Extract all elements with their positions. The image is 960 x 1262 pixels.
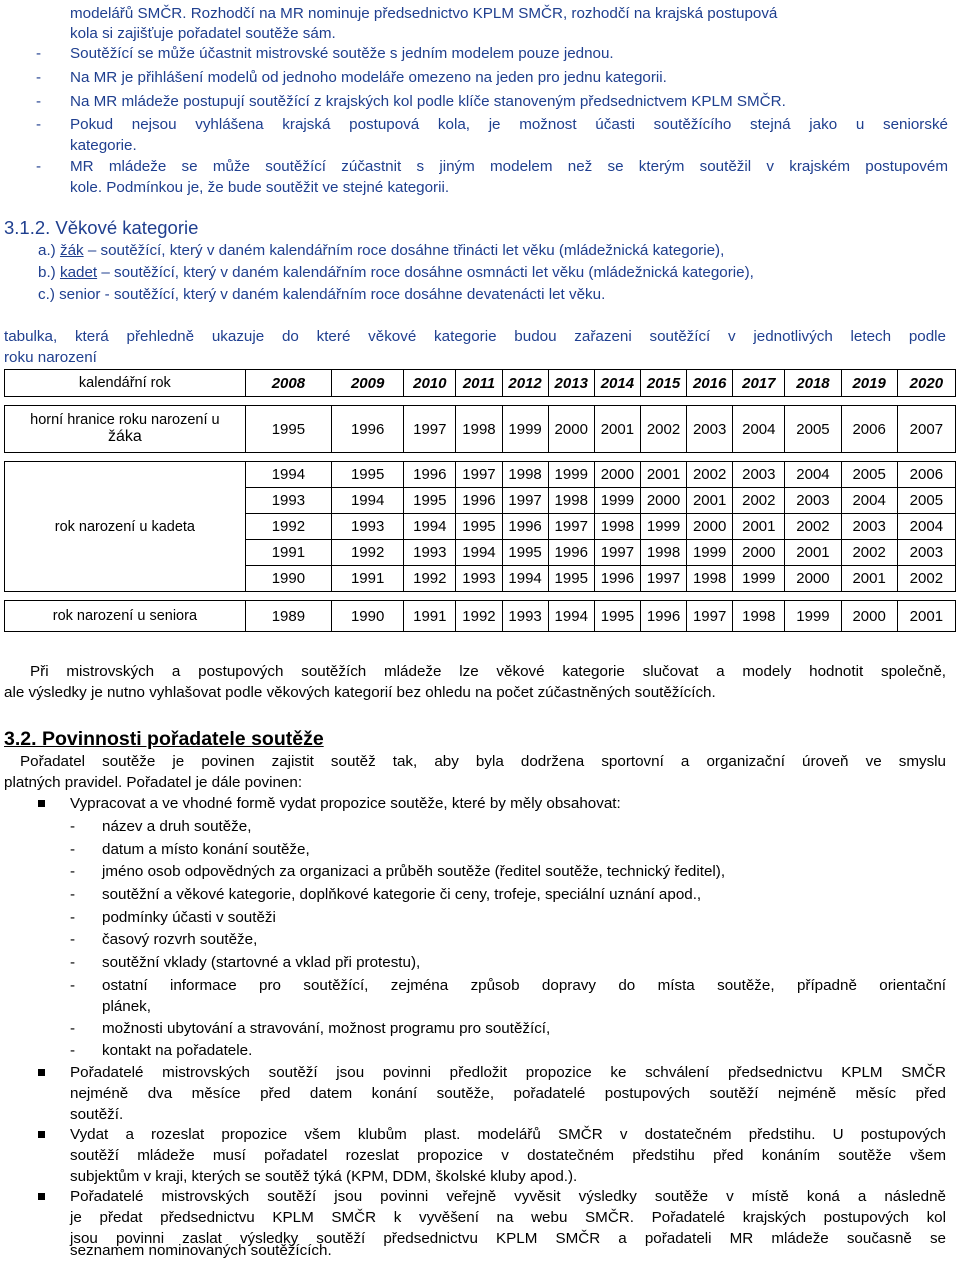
table-cell: 2002 [687,462,733,488]
table-cell: 1998 [687,566,733,592]
table-cell: 1993 [332,514,404,540]
table-cell: 1995 [502,540,548,566]
sub-item: kontakt na pořadatele. [102,1042,253,1059]
year-cell: 2020 [897,370,955,397]
table-cell: 2001 [785,540,841,566]
table-cell: 1999 [548,462,594,488]
dash-bullet: - [70,886,76,903]
table-cell: 1995 [594,601,640,632]
table-cell: 2000 [687,514,733,540]
table-cell: 1999 [594,488,640,514]
table-cell: 1999 [640,514,686,540]
table-cell: 1997 [502,488,548,514]
year-cell: 2013 [548,370,594,397]
table-cell: 2001 [594,406,640,453]
table-cell: 1992 [404,566,456,592]
table-cell: 2000 [594,462,640,488]
table-cell: 2003 [785,488,841,514]
sub-item: časový rozvrh soutěže, [102,931,258,948]
table-cell: 1996 [404,462,456,488]
table-cell: 1995 [456,514,502,540]
age-category-zak: a.) žák – soutěžící, který v daném kalendářním roce dosáhne třinácti let věku (mládežnická kategorie), [38,242,725,259]
sub-item: soutěžní vklady (startovné a vklad při protestu), [102,954,421,971]
table-cell: 1998 [733,601,785,632]
table-cell: 1994 [404,514,456,540]
year-cell: 2008 [245,370,331,397]
table-cell: 2005 [897,488,955,514]
table-cell: 1990 [332,601,404,632]
rule-item: kategorie. [70,137,137,154]
table-cell: 1991 [245,540,331,566]
table-cell: 2003 [733,462,785,488]
year-cell: 2012 [502,370,548,397]
table-spacer [5,453,956,462]
rule-item: Na MR je přihlášení modelů od jednoho modeláře omezeno na jeden pro jednu kategorii. [70,69,667,86]
bullet-item: subjektům v kraji, kterých se soutěž týká (KPM, DDM, školské kluby apod.). [70,1168,578,1185]
table-cell: 2000 [548,406,594,453]
row-label-kadet: rok narození u kadeta [5,462,246,592]
table-cell: 1995 [332,462,404,488]
table-cell: 1996 [332,406,404,453]
dash-bullet: - [70,841,76,858]
table-cell: 2005 [785,406,841,453]
table-cell: 2003 [687,406,733,453]
table-cell: 1997 [687,601,733,632]
table-cell: 1997 [456,462,502,488]
year-cell: 2019 [841,370,897,397]
table-cell: 1996 [548,540,594,566]
rule-item: kole. Podmínkou je, že bude soutěžit ve stejné kategorii. [70,179,450,196]
paragraph-line: platných pravidel. Pořadatel je dále povinen: [4,774,303,791]
sub-item: soutěžní a věkové kategorie, doplňkové kategorie či ceny, trofeje, speciální uznání apod., [102,886,702,903]
table-cell: 2003 [897,540,955,566]
paragraph-line: Pořadatel soutěže je povinen zajistit soutěž tak, aby byla dodržena sportovní a organizační úroveň ve smyslu [20,753,946,770]
table-row-kadet [5,462,956,488]
table-row-zak [5,406,956,453]
bullet-item: nejméně dva měsíce před datem konání soutěže, pořadatelé postupových soutěží nejméně měsíc před [70,1085,946,1102]
bullet-item: Vypracovat a ve vhodné formě vydat propozice soutěže, které by měly obsahovat: [70,795,621,812]
rule-item: Pokud nejsou vyhlášena krajská postupová kola, je možnost účasti soutěžícího stejná jako u seniorské [70,116,948,133]
table-cell: 1997 [548,514,594,540]
bullet-item: soutěží mládeže musí pořadatel rozeslat propozice v dostatečném předstihu před konáním soutěže všem [70,1147,946,1164]
dash-bullet: - [36,69,42,86]
dash-bullet: - [36,45,42,62]
dash-bullet: - [36,158,42,175]
sub-item: datum a místo konání soutěže, [102,841,310,858]
table-cell: 2007 [897,406,955,453]
year-cell: 2016 [687,370,733,397]
year-cell: 2009 [332,370,404,397]
table-cell: 2002 [785,514,841,540]
table-cell: 1996 [456,488,502,514]
rule-item: Na MR mládeže postupují soutěžící z krajských kol podle klíče stanoveným předsednictvem KPLM SMČR. [70,93,786,110]
table-spacer [5,397,956,406]
bullet-item: je předat předsednictvu KPLM SMČR k vyvěšení na webu SMČR. Pořadatelé krajských postupových kol [70,1209,946,1226]
table-cell: 2000 [640,488,686,514]
bullet-item: jsou povinni zaslat výsledky soutěží předsednictvu KPLM SMČR a pořadateli MR mládeže současně se [70,1230,946,1247]
dash-bullet: - [36,93,42,110]
dash-bullet: - [70,1020,76,1037]
table-cell: 1995 [404,488,456,514]
bullet-item: soutěží. [70,1106,124,1123]
table-cell: 1991 [332,566,404,592]
table-cell: 2001 [733,514,785,540]
row-label-zak: horní hranice roku narození u žáka [5,406,246,453]
table-cell: 1999 [687,540,733,566]
square-bullet-icon [38,1069,45,1076]
year-cell: 2010 [404,370,456,397]
table-cell: 2000 [841,601,897,632]
bullet-item: seznamem nominovaných soutěžících. [70,1242,332,1259]
paragraph-line: Při mistrovských a postupových soutěžích mládeže lze věkové kategorie slučovat a modely hodnotit společně, [30,663,946,680]
table-cell: 2001 [640,462,686,488]
paragraph-line: ale výsledky je nutno vyhlašovat podle věkových kategorií bez ohledu na počet zúčastněných soutěžících. [4,684,716,701]
age-category-kadet: b.) kadet – soutěžící, který v daném kalendářním roce dosáhne osmnácti let věku (mládežnická kategorie), [38,264,754,281]
table-spacer [5,592,956,601]
bullet-item: Vydat a rozeslat propozice všem klubům plast. modelářů SMČR v dostatečném předstihu. U postupových [70,1126,946,1143]
dash-bullet: - [70,977,76,994]
paragraph-line: modelářů SMČR. Rozhodčí na MR nominuje předsednictvo KPLM SMČR, rozhodčí na krajská postupová [70,5,778,22]
bullet-item: Pořadatelé mistrovských soutěží jsou povinni předložit propozice ke schválení předsednictvu KPLM SMČR [70,1064,946,1081]
table-cell: 1997 [594,540,640,566]
table-cell: 1996 [502,514,548,540]
paragraph-line: kola si zajišťuje pořadatel soutěže sám. [70,25,336,42]
table-cell: 2004 [733,406,785,453]
rule-item: Soutěžící se může účastnit mistrovské soutěže s jedním modelem pouze jednou. [70,45,614,62]
table-cell: 2002 [897,566,955,592]
table-cell: 1999 [785,601,841,632]
table-cell: 1995 [245,406,331,453]
sub-item: možnosti ubytování a stravování, možnost programu pro soutěžící, [102,1020,551,1037]
square-bullet-icon [38,800,45,807]
table-cell: 1992 [456,601,502,632]
header-label-cell: kalendářní rok [5,370,246,397]
table-cell: 2004 [897,514,955,540]
table-cell: 2004 [841,488,897,514]
bullet-item: Pořadatelé mistrovských soutěží jsou povinni veřejně vyvěsit výsledky soutěže v místě koná a následně [70,1188,946,1205]
dash-bullet: - [70,1042,76,1059]
table-intro: tabulka, která přehledně ukazuje do které věkové kategorie budou zařazeni soutěžící v jednotlivých letech podle [4,328,946,345]
table-cell: 2001 [687,488,733,514]
table-cell: 1997 [404,406,456,453]
year-cell: 2018 [785,370,841,397]
table-cell: 1989 [245,601,331,632]
row-label-senior: rok narození u seniora [5,601,246,632]
table-cell: 2002 [733,488,785,514]
table-cell: 2002 [841,540,897,566]
square-bullet-icon [38,1193,45,1200]
table-cell: 1993 [404,540,456,566]
section-heading: 3.2. Povinnosti pořadatele soutěže [4,728,324,750]
dash-bullet: - [70,931,76,948]
table-cell: 2001 [841,566,897,592]
dash-bullet: - [70,818,76,835]
table-cell: 2003 [841,514,897,540]
table-cell: 1991 [404,601,456,632]
table-cell: 2005 [841,462,897,488]
table-cell: 1998 [548,488,594,514]
age-category-table [4,369,956,632]
table-cell: 1996 [594,566,640,592]
sub-item: ostatní informace pro soutěžící, zejména způsob dopravy do místa soutěže, případně orientační [102,977,946,994]
table-cell: 1999 [733,566,785,592]
table-cell: 1994 [502,566,548,592]
dash-bullet: - [70,909,76,926]
table-cell: 2004 [785,462,841,488]
year-cell: 2014 [594,370,640,397]
table-cell: 2000 [785,566,841,592]
table-cell: 1996 [640,601,686,632]
year-cell: 2011 [456,370,502,397]
table-cell: 1998 [640,540,686,566]
sub-item: název a druh soutěže, [102,818,252,835]
table-cell: 2001 [897,601,955,632]
sub-item: plánek, [102,998,151,1015]
table-intro: roku narození [4,349,97,366]
dash-bullet: - [36,116,42,133]
square-bullet-icon [38,1131,45,1138]
year-cell: 2015 [640,370,686,397]
table-cell: 1994 [245,462,331,488]
table-cell: 1997 [640,566,686,592]
table-cell: 1994 [332,488,404,514]
table-cell: 2006 [897,462,955,488]
section-heading: 3.1.2. Věkové kategorie [4,217,199,238]
table-header-row [5,370,956,397]
table-cell: 1993 [502,601,548,632]
table-cell: 2002 [640,406,686,453]
table-cell: 1999 [502,406,548,453]
table-cell: 1992 [245,514,331,540]
rule-item: MR mládeže se může soutěžící zúčastnit s jiným modelem než se kterým soutěžil v krajském postupovém [70,158,948,175]
table-cell: 1998 [594,514,640,540]
sub-item: podmínky účasti v soutěži [102,909,276,926]
sub-item: jméno osob odpovědných za organizaci a průběh soutěže (ředitel soutěže, technický ředitel), [102,863,726,880]
age-category-senior: c.) senior - soutěžící, který v daném kalendářním roce dosáhne devatenácti let věku. [38,286,606,303]
table-cell: 1992 [332,540,404,566]
table-cell: 1998 [502,462,548,488]
table-cell: 1993 [245,488,331,514]
table-cell: 2000 [733,540,785,566]
table-cell: 1994 [548,601,594,632]
dash-bullet: - [70,954,76,971]
dash-bullet: - [70,863,76,880]
table-row-senior [5,601,956,632]
table-cell: 1994 [456,540,502,566]
table-cell: 2006 [841,406,897,453]
year-cell: 2017 [733,370,785,397]
table-cell: 1990 [245,566,331,592]
table-cell: 1993 [456,566,502,592]
table-cell: 1995 [548,566,594,592]
table-cell: 1998 [456,406,502,453]
